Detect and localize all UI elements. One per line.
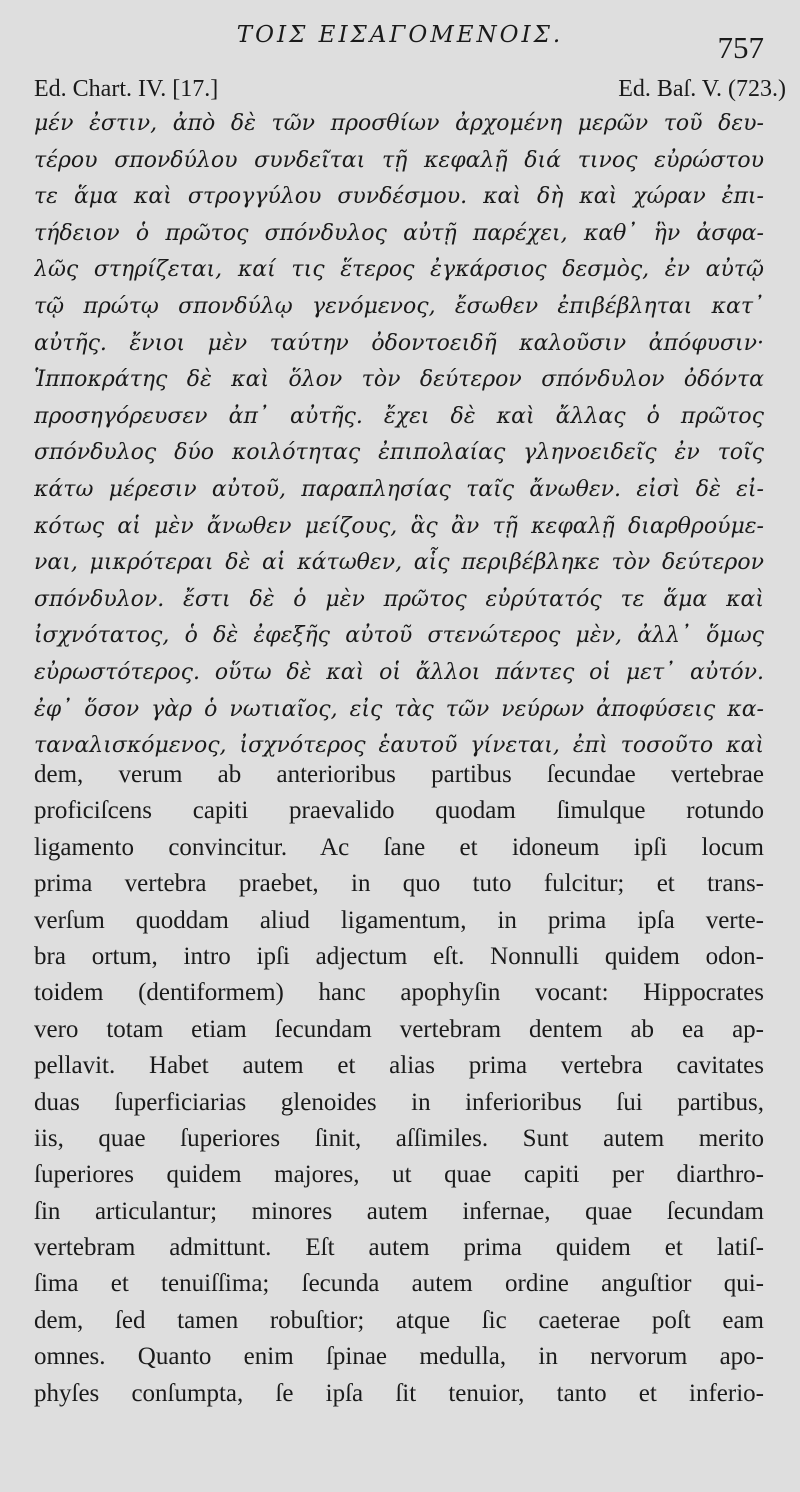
greek-line: ταναλισκόμενος, ἰσχνότερος ἑαυτοῦ γίνεται, ἐπὶ τοσοῦτο καὶ <box>34 733 764 759</box>
latin-line: prima vertebra praebet, in quo tuto fulcitur; et trans- <box>34 870 764 898</box>
latin-line: vero totam etiam ſecundam vertebram dentem ab ea ap- <box>34 1015 764 1043</box>
greek-line: εὐρωστότερος. οὕτω δὲ καὶ οἱ ἄλλοι πάντες οἱ μετ᾽ αὐτόν. <box>34 659 764 685</box>
latin-line: pellavit. Habet autem et alias prima vertebra cavitates <box>34 1052 764 1080</box>
latin-line: ſima et tenuiſſima; ſecunda autem ordine anguſtior qui- <box>34 1270 764 1298</box>
greek-line: ἐφ᾽ ὅσον γὰρ ὁ νωτιαῖος, εἰς τὰς τῶν νεύρων ἀποφύσεις κα- <box>34 696 764 722</box>
greek-line: τέρου σπονδύλου συνδεῖται τῇ κεφαλῇ διά τινος εὐρώστου <box>34 147 764 173</box>
greek-line: Ἱπποκράτης δὲ καὶ ὅλον τὸν δεύτερον σπόνδυλον ὀδόντα <box>34 367 764 393</box>
greek-line: κάτω μέρεσιν αὐτοῦ, παραπλησίας ταῖς ἄνωθεν. εἰσὶ δὲ εἰ- <box>34 476 764 502</box>
greek-line: τῷ πρώτῳ σπονδύλῳ γενόμενος, ἔσωθεν ἐπιβέβληται κατ᾽ <box>34 293 764 319</box>
latin-line: verſum quoddam aliud ligamentum, in prima ipſa verte- <box>34 906 764 934</box>
latin-line: ligamento convincitur. Ac ſane et idoneum ipſi locum <box>34 833 764 861</box>
greek-line: μέν ἐστιν, ἀπὸ δὲ τῶν προσθίων ἀρχομένη μερῶν τοῦ δευ- <box>34 111 764 136</box>
latin-line: ſuperiores quidem majores, ut quae capiti per diarthro- <box>34 1161 764 1189</box>
latin-line: toidem (dentiformem) hanc apophyſin vocant: Hippocrates <box>34 979 764 1007</box>
latin-line: dem, ſed tamen robuſtior; atque ſic caeterae poſt eam <box>34 1306 764 1334</box>
greek-line: ἰσχνότατος, ὁ δὲ ἐφεξῆς αὐτοῦ στενώτερος μὲν, ἀλλ᾽ ὅμως <box>34 623 764 649</box>
greek-line: αὐτῆς. ἔνιοι μὲν ταύτην ὀδοντοειδῆ καλοῦσιν ἀπόφυσιν· <box>34 330 764 356</box>
latin-line: vertebram admittunt. Eſt autem prima quidem et latiſ- <box>34 1234 764 1262</box>
latin-line: omnes. Quanto enim ſpinae medulla, in nervorum apo- <box>34 1343 764 1371</box>
greek-text-block <box>34 106 764 765</box>
greek-line: σπόνδυλος δύο κοιλότητας ἐπιπολαίας γληνοειδεῖς ἐν τοῖς <box>34 440 764 466</box>
latin-line: phyſes conſumpta, ſe ipſa ſit tenuior, tanto et inferio- <box>34 1379 764 1407</box>
greek-line: τε ἅμα καὶ στρογγύλου συνδέσμου. καὶ δὴ καὶ χώραν ἐπι- <box>34 184 764 210</box>
latin-text-block <box>34 757 764 1412</box>
running-title: ΤΟΙΣ ΕΙΣΑΓΟΜΕΝΟΙΣ. <box>236 22 564 48</box>
latin-line: dem, verum ab anterioribus partibus ſecundae vertebrae <box>34 761 764 788</box>
greek-line: λῶς στηρίζεται, καί τις ἕτερος ἐγκάρσιος δεσμὸς, ἐν αὐτῷ <box>34 257 764 283</box>
edition-reference-left: Ed. Chart. IV. [17.] <box>34 76 219 102</box>
greek-line: τήδειον ὁ πρῶτος σπόνδυλος αὐτῇ παρέχει, καθ᾽ ἣν ἀσφα- <box>34 220 764 246</box>
latin-line: duas ſuperficiarias glenoides in inferioribus ſui partibus, <box>34 1088 764 1116</box>
edition-reference-right: Ed. Baſ. V. (723.) <box>618 76 786 102</box>
latin-line: bra ortum, intro ipſi adjectum eſt. Nonnulli quidem odon- <box>34 942 764 970</box>
greek-line: προσηγόρευσεν ἀπ᾽ αὐτῆς. ἔχει δὲ καὶ ἄλλας ὁ πρῶτος <box>34 403 764 429</box>
latin-line: ſin articulantur; minores autem infernae, quae ſecundam <box>34 1197 764 1225</box>
greek-line: κότως αἱ μὲν ἄνωθεν μείζους, ἃς ἂν τῇ κεφαλῇ διαρθρούμε- <box>34 513 764 539</box>
latin-line: iis, quae ſuperiores ſinit, aſſimiles. Sunt autem merito <box>34 1124 764 1152</box>
greek-line: ναι, μικρότεραι δὲ αἱ κάτωθεν, αἷς περιβέβληκε τὸν δεύτερον <box>34 550 764 576</box>
latin-line: proficiſcens capiti praevalido quodam ſimulque rotundo <box>34 797 764 825</box>
page-number: 757 <box>717 30 764 65</box>
greek-line: σπόνδυλον. ἔστι δὲ ὁ μὲν πρῶτος εὐρύτατός τε ἅμα καὶ <box>34 586 764 612</box>
